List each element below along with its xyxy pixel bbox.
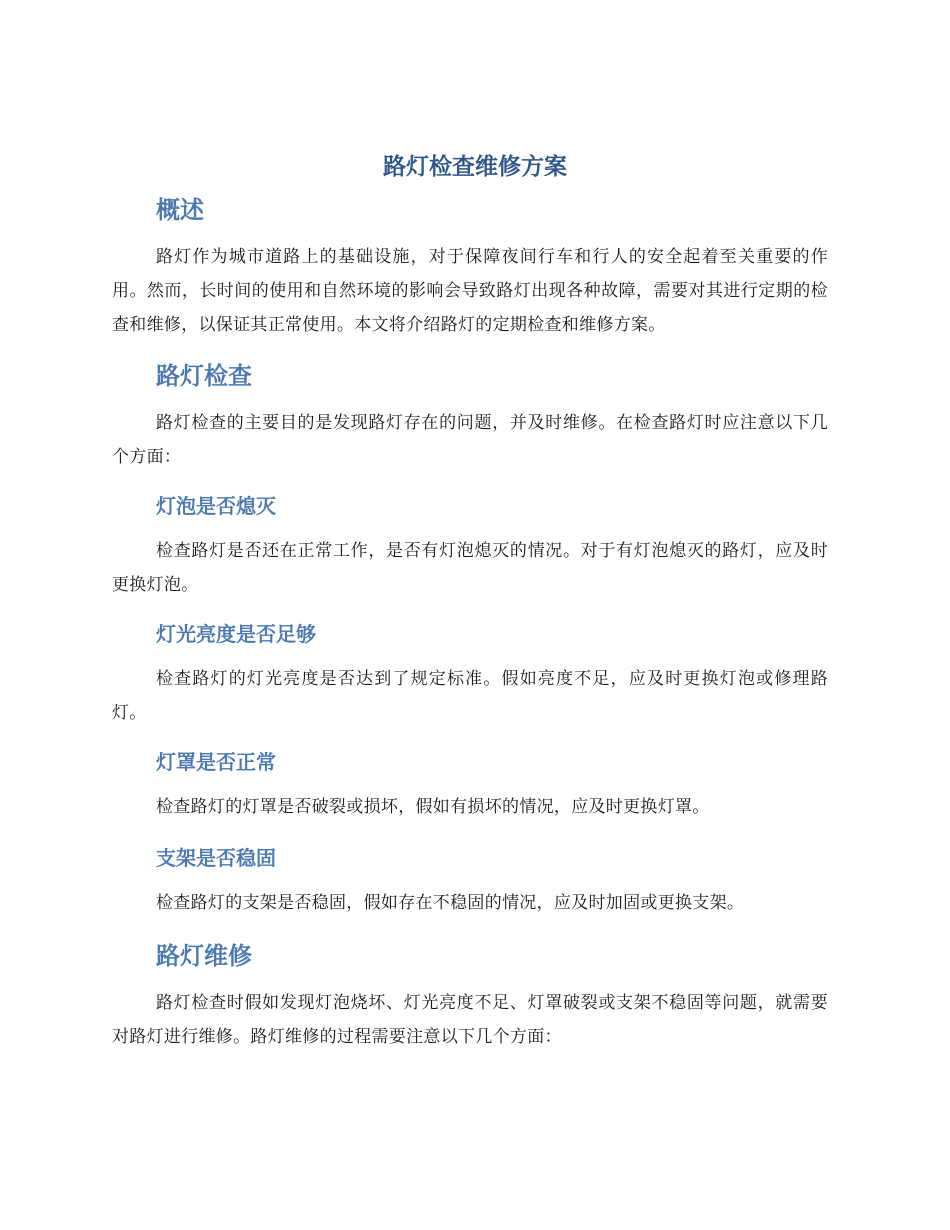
repair-paragraph: 路灯检查时假如发现灯泡烧坏、灯光亮度不足、灯罩破裂或支架不稳固等问题，就需要对路灯进行维修。路灯维修的过程需要注意以下几个方面： [112, 993, 828, 1047]
section-heading-repair: 路灯维修 [156, 942, 252, 970]
subsection-paragraph-lampshade: 检查路灯的灯罩是否破裂或损坏，假如有损坏的情况，应及时更换灯罩。 [156, 797, 710, 817]
subsection-paragraph-bracket: 检查路灯的支架是否稳固，假如存在不稳固的情况，应及时加固或更换支架。 [156, 893, 745, 913]
subsection-heading-brightness: 灯光亮度是否足够 [156, 622, 316, 646]
subsection-paragraph-brightness: 检查路灯的灯光亮度是否达到了规定标准。假如亮度不足，应及时更换灯泡或修理路灯。 [112, 669, 828, 723]
subsection-heading-lampshade: 灯罩是否正常 [156, 750, 276, 774]
subsection-paragraph-bulb: 检查路灯是否还在正常工作，是否有灯泡熄灭的情况。对于有灯泡熄灭的路灯，应及时更换灯泡。 [112, 541, 828, 595]
section-heading-overview: 概述 [156, 196, 204, 224]
section-heading-inspection: 路灯检查 [156, 362, 252, 390]
inspection-paragraph: 路灯检查的主要目的是发现路灯存在的问题，并及时维修。在检查路灯时应注意以下几个方面： [112, 413, 828, 467]
overview-paragraph: 路灯作为城市道路上的基础设施，对于保障夜间行车和行人的安全起着至关重要的作用。然而，长时间的使用和自然环境的影响会导致路灯出现各种故障，需要对其进行定期的检查和维修，以保证其正常使用。本文将介绍路灯的定期检查和维修方案。 [112, 247, 828, 335]
subsection-heading-bracket: 支架是否稳固 [156, 846, 276, 870]
document-title: 路灯检查维修方案 [383, 154, 567, 180]
subsection-heading-bulb: 灯泡是否熄灭 [156, 494, 276, 518]
